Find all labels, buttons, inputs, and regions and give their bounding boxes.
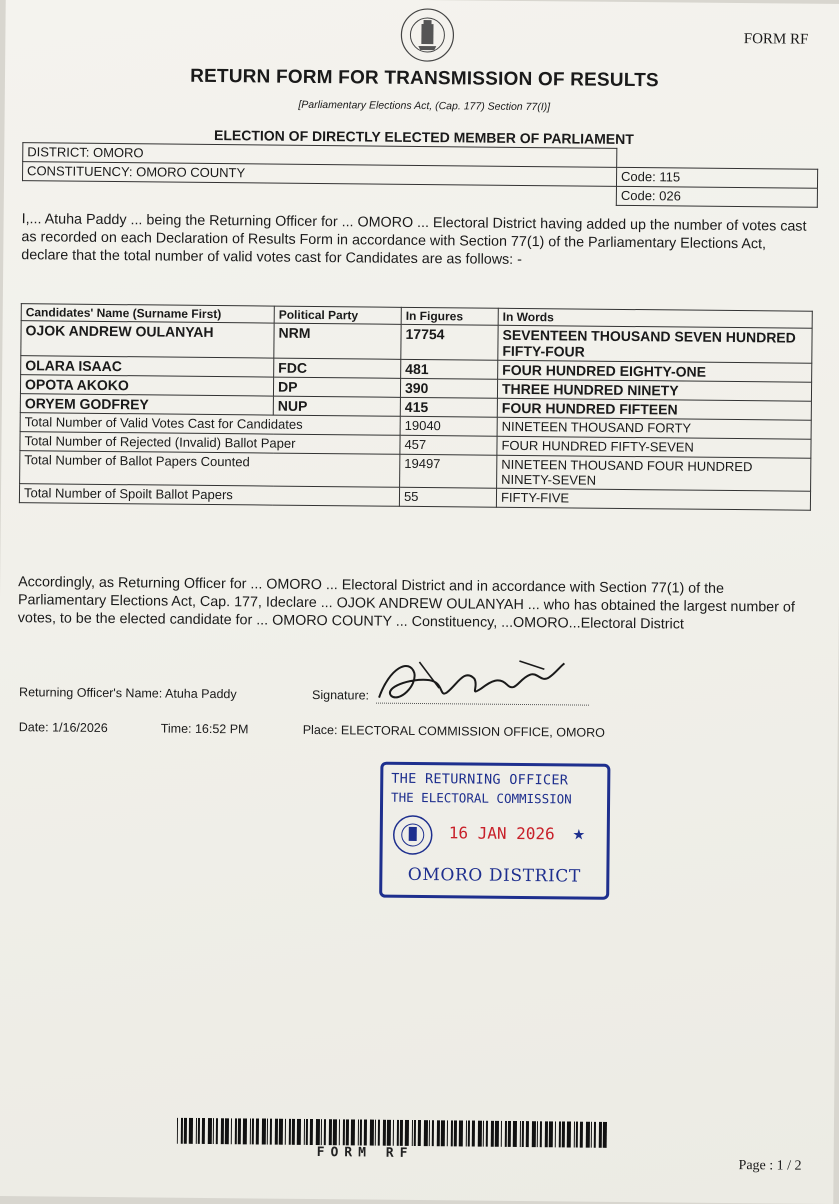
col-candidate-name: Candidates' Name (Surname First)	[21, 304, 274, 323]
candidate-party: NUP	[273, 396, 400, 416]
form-subtitle: ELECTION OF DIRECTLY ELECTED MEMBER OF PARLIAMENT	[213, 127, 634, 148]
candidate-figures: 415	[400, 397, 497, 417]
candidate-name: ORYEM GODFREY	[20, 394, 273, 415]
place-field: Place: ELECTORAL COMMISSION OFFICE, OMORO	[302, 722, 605, 740]
candidate-name: OLARA ISAAC	[21, 356, 274, 377]
total-label: Total Number of Spoilt Ballot Papers	[19, 484, 399, 507]
form-code: FORM RF	[743, 31, 809, 48]
stamp-date: 16 JAN 2026	[448, 823, 555, 844]
act-reference: [Parliamentary Elections Act, (Cap. 177) Section 77(I)]	[298, 98, 551, 114]
district-table	[22, 142, 819, 208]
total-words: NINETEEN THOUSAND FORTY	[497, 417, 811, 439]
form-title: RETURN FORM FOR TRANSMISSION OF RESULTS	[190, 65, 659, 92]
total-figures: 457	[400, 435, 497, 455]
total-figures: 55	[399, 487, 496, 507]
total-label: Total Number of Rejected (Invalid) Ballot Paper	[20, 432, 400, 455]
total-words: FOUR HUNDRED FIFTY-SEVEN	[497, 436, 811, 458]
candidate-party: FDC	[274, 358, 401, 378]
total-label: Total Number of Ballot Papers Counted	[20, 451, 400, 488]
candidate-name: OJOK ANDREW OULANYAH	[21, 321, 274, 358]
candidate-party: DP	[273, 377, 400, 397]
official-stamp	[379, 762, 610, 900]
candidate-words: SEVENTEEN THOUSAND SEVEN HUNDRED FIFTY-FOUR	[498, 325, 812, 363]
district-code-cell: Code: 115	[616, 167, 817, 188]
constituency-cell: CONSTITUENCY: OMORO COUNTY	[23, 162, 617, 187]
commission-seal-icon	[391, 813, 435, 857]
stamp-line-2: THE ELECTORAL COMMISSION	[391, 789, 572, 807]
electoral-commission-crest	[398, 6, 457, 65]
declaration-paragraph: I,... Atuha Paddy ... being the Returning Officer for ... OMORO ... Electoral District having added up the number of votes cast as recorded on each Declaration of Results Form in accordance with Section 77(1) of the Parliamentary Elections Act, declare that the total number of valid votes cast for Candidates are as follows: -	[21, 211, 807, 268]
results-table	[19, 303, 813, 511]
col-in-words: In Words	[498, 308, 812, 328]
handwritten-signature	[369, 648, 570, 720]
barcode-label: FORM RF	[316, 1145, 414, 1161]
candidate-figures: 390	[400, 378, 497, 398]
page-number: Page : 1 / 2	[738, 1158, 802, 1174]
total-figures: 19040	[400, 416, 497, 436]
returning-officer-name: Returning Officer's Name: Atuha Paddy	[19, 685, 237, 702]
signature-label: Signature:	[312, 687, 370, 703]
conclusion-paragraph: Accordingly, as Returning Officer for ... OMORO ... Electoral District and in accordance with Section 77(1) of the Parliamentary Elections Act, Cap. 177, Ideclare ... OJOK ANDREW OULANYAH ... who has obtained the largest number of votes, to be the elected candidate for ... OMORO COUNTY ... Constituency, ...OMORO...Electoral District	[17, 574, 795, 633]
total-words: FIFTY-FIVE	[496, 488, 810, 510]
total-figures: 19497	[400, 454, 497, 488]
time-field: Time: 16:52 PM	[160, 721, 249, 737]
candidate-figures: 481	[401, 359, 498, 379]
candidate-party: NRM	[274, 323, 401, 359]
stamp-line-1: THE RETURNING OFFICER	[391, 770, 569, 789]
candidate-words: FOUR HUNDRED FIFTEEN	[497, 398, 811, 420]
candidate-figures: 17754	[401, 324, 498, 360]
total-words: NINETEEN THOUSAND FOUR HUNDRED NINETY-SEVEN	[497, 455, 811, 491]
col-in-figures: In Figures	[401, 307, 498, 325]
stamp-district: OMORO DISTRICT	[407, 864, 581, 887]
district-cell: DISTRICT: OMORO	[23, 143, 617, 168]
star-icon: ★	[572, 820, 585, 845]
candidate-name: OPOTA AKOKO	[20, 375, 273, 396]
total-label: Total Number of Valid Votes Cast for Candidates	[20, 413, 400, 436]
candidate-words: THREE HUNDRED NINETY	[497, 379, 811, 401]
col-political-party: Political Party	[274, 306, 401, 324]
date-field: Date: 1/16/2026	[18, 720, 108, 736]
constituency-code-cell: Code: 026	[616, 186, 817, 207]
candidate-words: FOUR HUNDRED EIGHTY-ONE	[498, 360, 812, 382]
